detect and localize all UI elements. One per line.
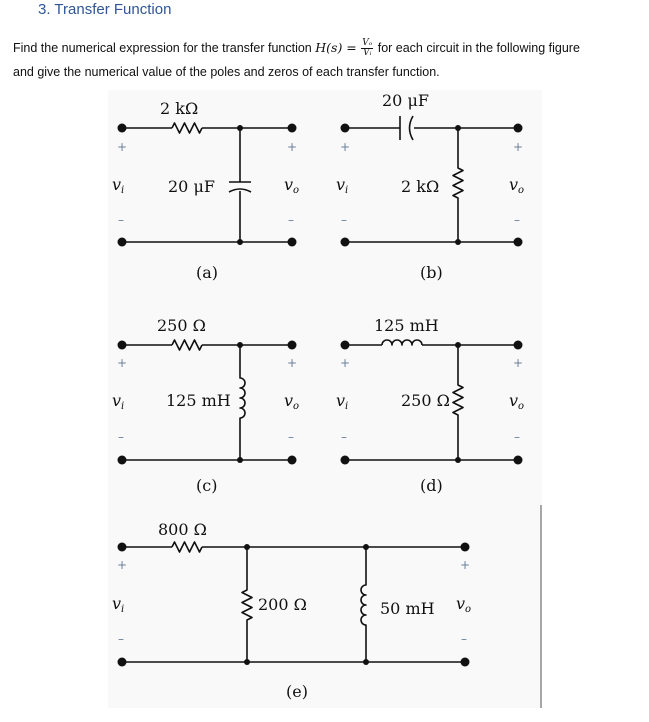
minus-sign: –	[461, 632, 467, 646]
terminal-dot	[288, 341, 297, 350]
transfer-function-expr: H(s) =	[315, 40, 357, 55]
junction-dot	[363, 544, 369, 550]
vi-label: vi	[112, 175, 125, 196]
terminal-dot	[514, 341, 523, 350]
terminal-dot	[288, 238, 297, 247]
junction-dot	[237, 125, 243, 131]
caption-e: (e)	[286, 682, 308, 701]
terminal-dot	[514, 124, 523, 133]
circuit-e-series-label: 800 Ω	[158, 520, 207, 539]
minus-sign: –	[514, 213, 520, 227]
junction-dot	[237, 457, 243, 463]
terminal-dot	[341, 124, 350, 133]
minus-sign: –	[118, 632, 124, 646]
circuit-e-shunt2-label: 50 mH	[380, 599, 435, 618]
minus-sign: –	[118, 213, 124, 227]
vi-label: vi	[336, 391, 349, 412]
junction-dot	[455, 239, 461, 245]
circuit-b-shunt-label: 2 kΩ	[401, 177, 440, 196]
junction-dot	[237, 239, 243, 245]
prompt-line-2: and give the numerical value of the poles and zeros of each transfer function.	[13, 65, 440, 79]
vo-label: vo	[284, 175, 300, 196]
junction-dot	[455, 342, 461, 348]
vi-label: vi	[112, 391, 125, 412]
vi-label: vi	[336, 175, 349, 196]
junction-dot	[244, 544, 250, 550]
prompt-text-1: Find the numerical expression for the transfer function	[13, 41, 312, 55]
terminal-dot	[461, 543, 470, 552]
minus-sign: –	[288, 213, 294, 227]
terminal-dot	[288, 124, 297, 133]
caption-d: (d)	[420, 476, 443, 495]
circuit-d-shunt-label: 250 Ω	[401, 391, 450, 410]
plus-sign: +	[117, 558, 128, 572]
junction-dot	[455, 457, 461, 463]
circuit-c-shunt-label: 125 mH	[166, 391, 231, 410]
plus-sign: +	[287, 356, 298, 370]
vo-label: vo	[509, 391, 525, 412]
circuit-a-shunt-label: 20 μF	[168, 177, 215, 196]
terminal-dot	[341, 456, 350, 465]
terminal-dot	[118, 238, 127, 247]
circuit-a-series-label: 2 kΩ	[160, 99, 199, 118]
circuit-d-series-label: 125 mH	[374, 316, 439, 335]
section-title: Transfer Function	[54, 1, 172, 18]
terminal-dot	[118, 658, 127, 667]
vo-label: vo	[284, 391, 300, 412]
plus-sign: +	[340, 140, 351, 154]
plus-sign: +	[117, 140, 128, 154]
minus-sign: –	[514, 430, 520, 444]
junction-dot	[455, 125, 461, 131]
circuit-c-series-label: 250 Ω	[157, 316, 206, 335]
caption-c: (c)	[196, 476, 218, 495]
plus-sign: +	[287, 140, 298, 154]
vo-label: vo	[456, 594, 472, 615]
circuit-b-series-label: 20 μF	[382, 91, 429, 110]
junction-dot	[244, 659, 250, 665]
circuit-e-shunt1-label: 200 Ω	[258, 595, 307, 614]
fraction-numerator: Vₒ	[362, 38, 373, 49]
vi-label: vi	[112, 594, 125, 615]
junction-dot	[363, 659, 369, 665]
minus-sign: –	[341, 430, 347, 444]
terminal-dot	[118, 456, 127, 465]
plus-sign: +	[513, 356, 524, 370]
vo-label: vo	[509, 175, 525, 196]
terminal-dot	[514, 456, 523, 465]
caption-a: (a)	[196, 263, 219, 282]
terminal-dot	[118, 543, 127, 552]
terminal-dot	[118, 124, 127, 133]
terminal-dot	[461, 658, 470, 667]
prompt-text-2: for each circuit in the following figure	[377, 41, 580, 55]
junction-dot	[237, 342, 243, 348]
minus-sign: –	[288, 430, 294, 444]
plus-sign: +	[340, 356, 351, 370]
minus-sign: –	[341, 213, 347, 227]
terminal-dot	[341, 238, 350, 247]
plus-sign: +	[117, 356, 128, 370]
terminal-dot	[288, 456, 297, 465]
fraction-denominator: Vᵢ	[363, 48, 372, 59]
terminal-dot	[514, 238, 523, 247]
minus-sign: –	[118, 430, 124, 444]
terminal-dot	[341, 341, 350, 350]
plus-sign: +	[513, 140, 524, 154]
section-number: 3.	[38, 1, 51, 18]
terminal-dot	[118, 341, 127, 350]
caption-b: (b)	[420, 263, 443, 282]
plus-sign: +	[460, 558, 471, 572]
